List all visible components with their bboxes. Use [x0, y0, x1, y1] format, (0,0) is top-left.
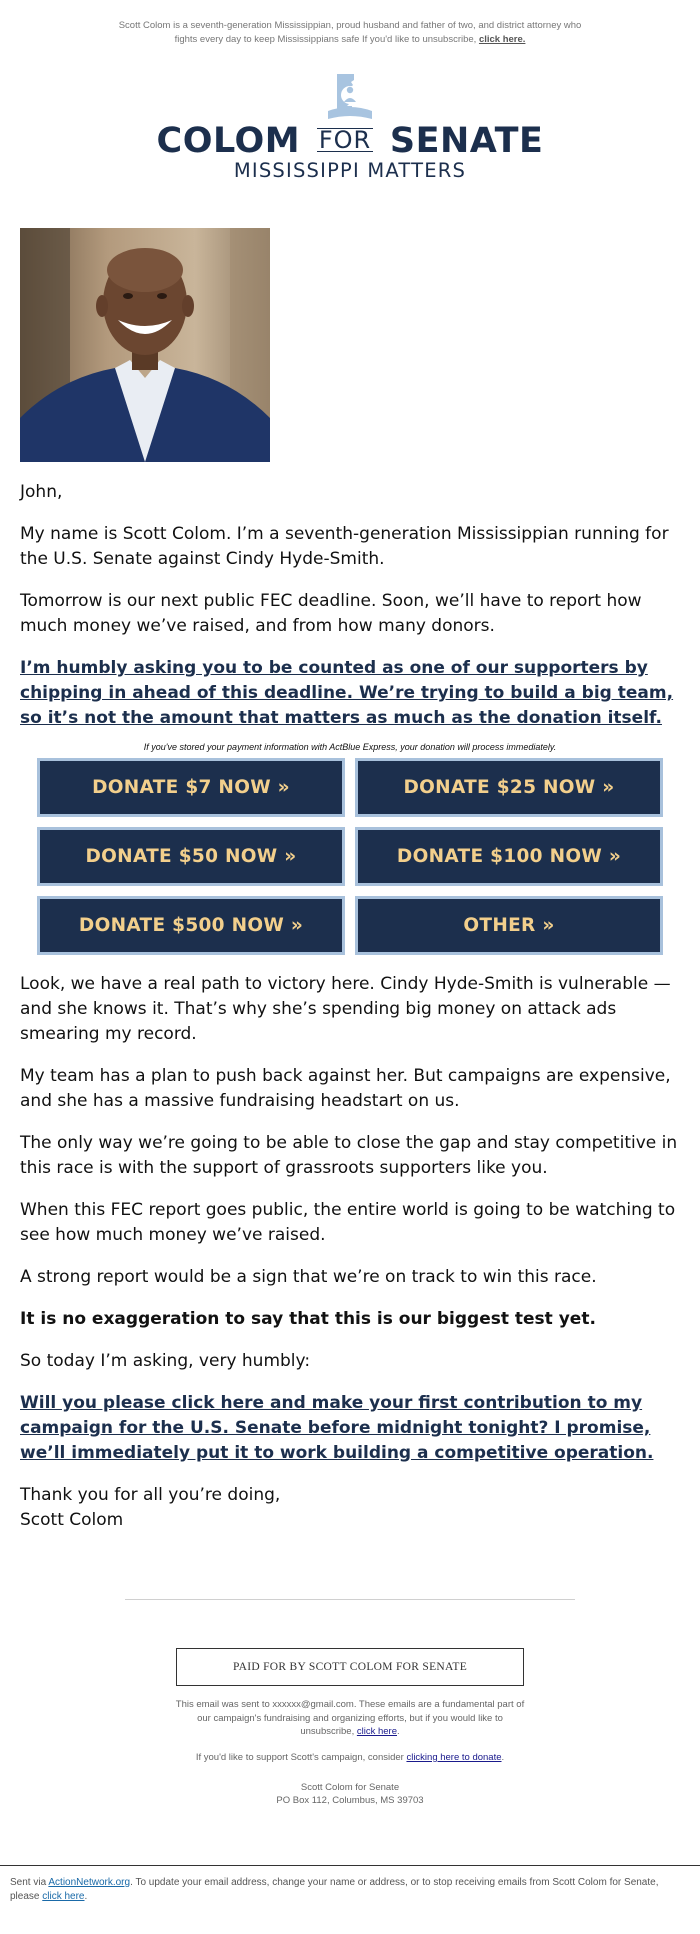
- paragraph-fec-report: When this FEC report goes public, the entire world is going to be watching to see how much money we’ve raised.: [20, 1200, 676, 1245]
- preheader-text: Scott Colom is a seventh-generation Mississippian, proud husband and father of two, and district attorney who fights every day to keep Mississippians safe If you'd like to unsubscribe,: [118, 20, 582, 45]
- paragraph-plan: My team has a plan to push back against her. But campaigns are expensive, and she has a massive fundraising headstart on us.: [20, 1066, 671, 1111]
- footer-unsubscribe-link[interactable]: click here: [356, 1726, 397, 1737]
- signoff: Thank you for all you’re doing,: [20, 1485, 281, 1505]
- donate-100-button[interactable]: DONATE $100 NOW »: [355, 827, 663, 886]
- ask-donate-link[interactable]: I’m humbly asking you to be counted as one of our supporters by chipping in ahead of this deadline. We’re trying to build a big team, so it’s not the amount that matters as much as the donation itself.: [20, 658, 674, 728]
- signoff-block: [20, 1483, 680, 1533]
- contribute-link[interactable]: Will you please click here and make your first contribution to my campaign for the U.S. Senate before midnight tonight? I promise, we’ll immediately put it to work building a competitive operation.: [20, 1393, 654, 1463]
- donate-500-button[interactable]: DONATE $500 NOW »: [37, 896, 345, 955]
- email-body: [0, 480, 700, 1533]
- paragraph-path-to-victory: Look, we have a real path to victory here. Cindy Hyde-Smith is vulnerable — and she knows it. That’s why she’s spending big money on attack ads smearing my record.: [20, 974, 671, 1044]
- footer-sent-to-text: This email was sent to xxxxxx@gmail.com. These emails are a fundamental part of our campaign's fundraising and organizing efforts, but if you would like to unsubscribe,: [175, 1699, 525, 1737]
- donate-25-button[interactable]: DONATE $25 NOW »: [355, 758, 663, 817]
- footer-sent-to: This email was sent to xxxxxx@gmail.com. These emails are a fundamental part of our campaign's fundraising and organizing efforts, but if you would like to unsubscribe, click here.: [175, 1699, 525, 1737]
- logo-wordmark: [0, 123, 700, 159]
- network-bar-text: . To update your email address, change your name or address, or to stop receiving emails from Scott Colom for Senate, please: [10, 1877, 659, 1902]
- paragraph-deadline: Tomorrow is our next public FEC deadline. Soon, we’ll have to report how much money we’ve raised, and from how many donors.: [20, 591, 642, 636]
- network-unsubscribe-link[interactable]: click here: [42, 1891, 85, 1902]
- paid-for-disclaimer: PAID FOR BY SCOTT COLOM FOR SENATE: [176, 1648, 524, 1686]
- signature: Scott Colom: [20, 1510, 124, 1530]
- donate-7-button[interactable]: DONATE $7 NOW »: [37, 758, 345, 817]
- logo-name-right: SENATE: [389, 121, 544, 161]
- paragraph-contribute: [20, 1391, 680, 1466]
- footer-donate-link[interactable]: clicking here to donate: [406, 1751, 502, 1763]
- logo-for: FOR: [318, 126, 372, 154]
- logo-tagline: MISSISSIPPI MATTERS: [233, 159, 467, 182]
- action-network-link[interactable]: ActionNetwork.org: [48, 1877, 131, 1888]
- paragraph-asking: So today I’m asking, very humbly:: [20, 1351, 311, 1371]
- greeting: John,: [20, 482, 63, 502]
- action-network-bar: Sent via ActionNetwork.org. To update your email address, change your name or address, or to stop receiving emails from Scott Colom for Senate, please click here.: [0, 1865, 700, 1904]
- logo-name-left: COLOM: [156, 121, 301, 161]
- candidate-photo: [20, 228, 270, 462]
- footer-support-text: If you'd like to support Scott's campaign, consider: [195, 1751, 404, 1763]
- paragraph-grassroots: The only way we’re going to be able to close the gap and stay competitive in this race is with the support of grassroots supporters like you.: [20, 1133, 678, 1178]
- paragraph-intro: My name is Scott Colom. I’m a seventh-generation Mississippian running for the U.S. Senate against Cindy Hyde-Smith.: [20, 524, 669, 569]
- footer-address: [0, 1781, 700, 1807]
- preheader-unsubscribe-link[interactable]: click here.: [478, 34, 526, 45]
- paragraph-biggest-test: It is no exaggeration to say that this is our biggest test yet.: [20, 1309, 596, 1329]
- campaign-logo: [0, 73, 700, 195]
- actblue-express-note: If you've stored your payment information with ActBlue Express, your donation will process immediately.: [143, 742, 557, 752]
- network-sent-via: Sent via: [10, 1877, 47, 1888]
- paragraph-ask: [20, 656, 680, 731]
- paragraph-strong-report: A strong report would be a sign that we’re on track to win this race.: [20, 1267, 597, 1287]
- footer-support: If you'd like to support Scott's campaign, consider clicking here to donate.: [195, 1751, 505, 1763]
- preheader: [110, 0, 590, 47]
- donate-50-button[interactable]: DONATE $50 NOW »: [37, 827, 345, 886]
- footer-org-name: Scott Colom for Senate: [300, 1781, 400, 1793]
- donate-other-button[interactable]: OTHER »: [355, 896, 663, 955]
- mississippi-state-icon: [320, 73, 380, 125]
- footer-po-box: PO Box 112, Columbus, MS 39703: [276, 1794, 424, 1806]
- footer-divider: [125, 1599, 575, 1600]
- donate-button-grid: [37, 758, 663, 955]
